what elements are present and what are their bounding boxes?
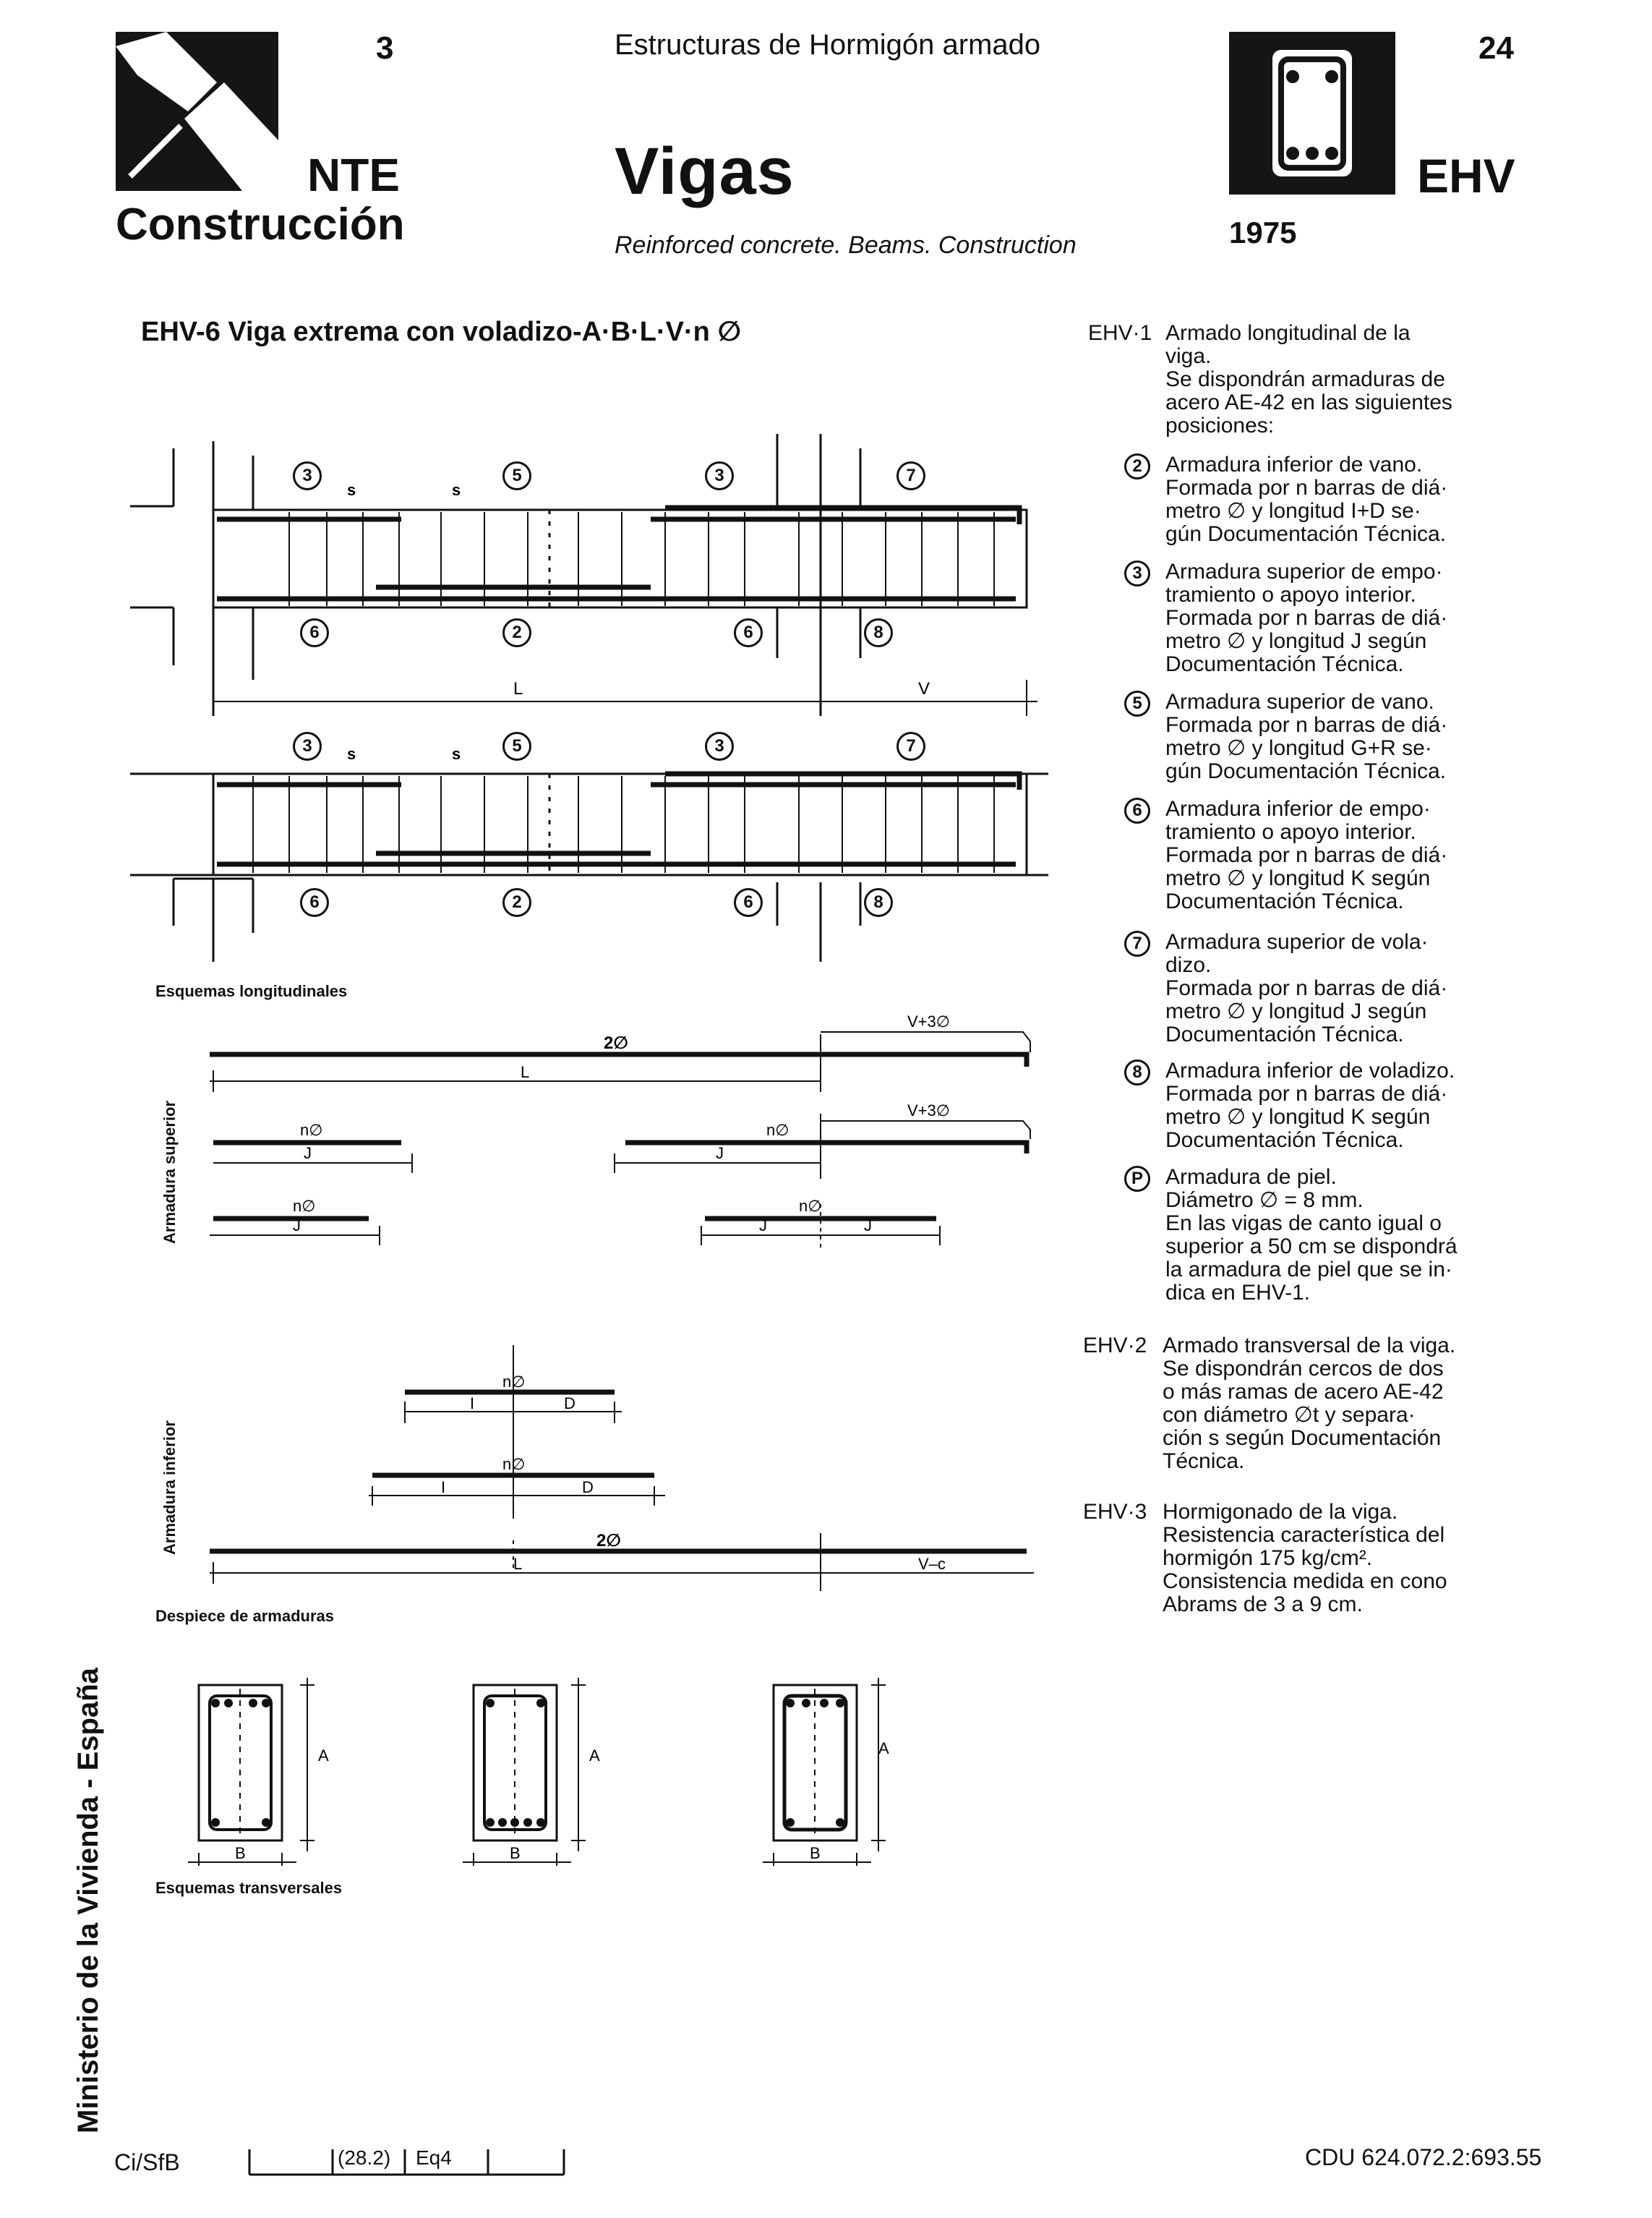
dim-L-label-1: L [513,679,523,699]
spec-ehv2-text: Armado transversal de la viga. Se dispondrán cercos de dos o más ramas de acero AE-42 con diámetro ∅t y separa· ción s según Documentación Técnica. [1163,1334,1456,1473]
section-title: EHV-6 Viga extrema con voladizo-A·B·L·V·n ∅ [141,317,741,347]
trowel-logo-icon [116,32,278,191]
ehv-code: EHV [1417,149,1515,202]
label-v-plus-3phi-2: V+3∅ [907,1101,950,1119]
spacing-label-1b: s [452,481,461,499]
spec-code-ehv1: EHV·1 [1088,321,1152,345]
marker-2: 2 [502,618,531,647]
marker-7: 7 [896,732,925,761]
label-nphi-u4: n∅ [799,1197,822,1215]
marker-5: 5 [502,732,531,761]
spec-marker-5: 5 [1124,691,1150,717]
spec-2-text: Armadura inferior de vano. Formada por n barras de diá· metro ∅ y longitud I+D se· gún Documentación Técnica. [1165,453,1448,546]
nte-label: NTE [307,149,400,201]
classification-boxes [246,2142,571,2182]
spec-marker-8: 8 [1124,1059,1150,1085]
label-v-minus-c: V–c [918,1555,946,1573]
caption-breakdown: Despiece de armaduras [155,1607,335,1625]
label-B-3: B [810,1844,821,1862]
label-upper-reinforcement: Armadura superior [161,1100,179,1244]
dim-V-label-1: V [918,679,930,699]
beam-section-logo-icon [1229,32,1395,195]
label-J-u2: J [716,1144,724,1162]
spec-ehv3-text: Hormigonado de la viga. Resistencia característica del hormigón 175 kg/cm². Consistencia medida en cono Abrams de 3 a 9 cm. [1163,1500,1447,1616]
spec-code-ehv3: EHV·3 [1083,1500,1147,1524]
marker-3: 3 [293,732,322,761]
transversal-schemes [174,1663,933,1866]
upper-reinforcement-breakdown [195,1012,1048,1266]
label-L-lower: L [513,1555,523,1573]
spec-7-text: Armadura superior de vola· dizo. Formada por n barras de diá· metro ∅ y longitud J según Documentación Técnica. [1165,930,1448,1046]
label-lower-reinforcement: Armadura inferior [161,1420,179,1555]
page-number: 24 [1478,30,1514,66]
marker-3: 3 [705,732,734,761]
marker-6: 6 [734,618,763,647]
label-2phi-upper: 2∅ [604,1033,628,1053]
spec-code-ehv2: EHV·2 [1083,1334,1147,1357]
label-A-2: A [589,1746,600,1765]
spec-marker-p: P [1124,1166,1150,1192]
spacing-label-2a: s [347,745,356,763]
label-A-1: A [318,1746,329,1765]
label-I-l2: I [441,1478,446,1496]
label-D-l2: D [582,1478,594,1496]
label-nphi-u2: n∅ [766,1121,789,1139]
cdu-code: CDU 624.072.2:693.55 [1305,2144,1542,2170]
label-I-l1: I [470,1394,475,1412]
marker-8: 8 [864,618,893,647]
label-nphi-u3: n∅ [293,1197,316,1215]
spec-marker-2: 2 [1124,453,1150,479]
ministry-vertical-label: Ministerio de la Vivienda - España [72,1668,104,2133]
marker-3: 3 [705,461,734,490]
marker-8: 8 [864,888,893,917]
spec-8-text: Armadura inferior de voladizo. Formada por n barras de diá· metro ∅ y longitud K según Documentación Técnica. [1165,1059,1455,1152]
classification-box-1: (28.2) [338,2146,391,2169]
label-J-u4: J [759,1216,767,1234]
cisfb-label: Ci/SfB [114,2149,180,2175]
caption-longitudinal: Esquemas longitudinales [155,982,348,1000]
year: 1975 [1229,216,1297,249]
marker-7: 7 [896,461,925,490]
longitudinal-schemes [130,427,1048,976]
spec-6-text: Armadura inferior de empo· tramiento o apoyo interior. Formada por n barras de diá· metro ∅ y longitud K según Documentación Técnica. [1165,797,1448,913]
label-J-u1: J [304,1144,312,1162]
label-J-u5: J [864,1216,872,1234]
label-A-3: A [878,1739,889,1757]
spacing-label-1a: s [347,481,356,499]
construccion-label: Construcción [116,200,405,249]
spec-marker-7: 7 [1124,931,1150,957]
label-nphi-u1: n∅ [300,1121,323,1139]
spec-p-text: Armadura de piel. Diámetro ∅ = 8 mm. En las vigas de canto igual o superior a 50 cm se dispondrá la armadura de piel que se in· dica en EHV-1. [1165,1165,1458,1305]
spec-3-text: Armadura superior de empo· tramiento o apoyo interior. Formada por n barras de diá· metro ∅ y longitud J según Documentación Técnica. [1165,560,1448,676]
english-subtitle: Reinforced concrete. Beams. Construction [615,231,1077,259]
label-2phi-lower: 2∅ [596,1531,621,1551]
marker-5: 5 [502,461,531,490]
series-title: Estructuras de Hormigón armado [615,29,1041,61]
series-number: 3 [376,30,394,66]
spec-ehv1-text: Armado longitudinal de la viga. Se dispondrán armaduras de acero AE-42 en las siguientes posiciones: [1165,321,1452,438]
label-J-u3: J [293,1216,301,1234]
label-B-1: B [235,1844,246,1862]
label-v-plus-3phi-1: V+3∅ [907,1012,950,1031]
classification-box-2: Eq4 [416,2146,452,2169]
spec-marker-3: 3 [1124,560,1150,587]
label-nphi-l2: n∅ [502,1455,526,1473]
page-title: Vigas [615,135,795,208]
marker-2: 2 [502,888,531,917]
marker-6: 6 [300,888,329,917]
label-B-2: B [510,1844,521,1862]
label-nphi-l1: n∅ [502,1373,526,1391]
marker-3: 3 [293,461,322,490]
caption-transversal: Esquemas transversales [155,1879,343,1897]
marker-6: 6 [300,618,329,647]
label-L-upper: L [521,1063,530,1081]
spec-marker-6: 6 [1124,798,1150,824]
spacing-label-2b: s [452,745,461,763]
label-D-l1: D [564,1394,575,1412]
marker-6: 6 [734,888,763,917]
lower-reinforcement-breakdown [195,1331,1048,1598]
spec-5-text: Armadura superior de vano. Formada por n barras de diá· metro ∅ y longitud G+R se· gún Documentación Técnica. [1165,690,1448,783]
